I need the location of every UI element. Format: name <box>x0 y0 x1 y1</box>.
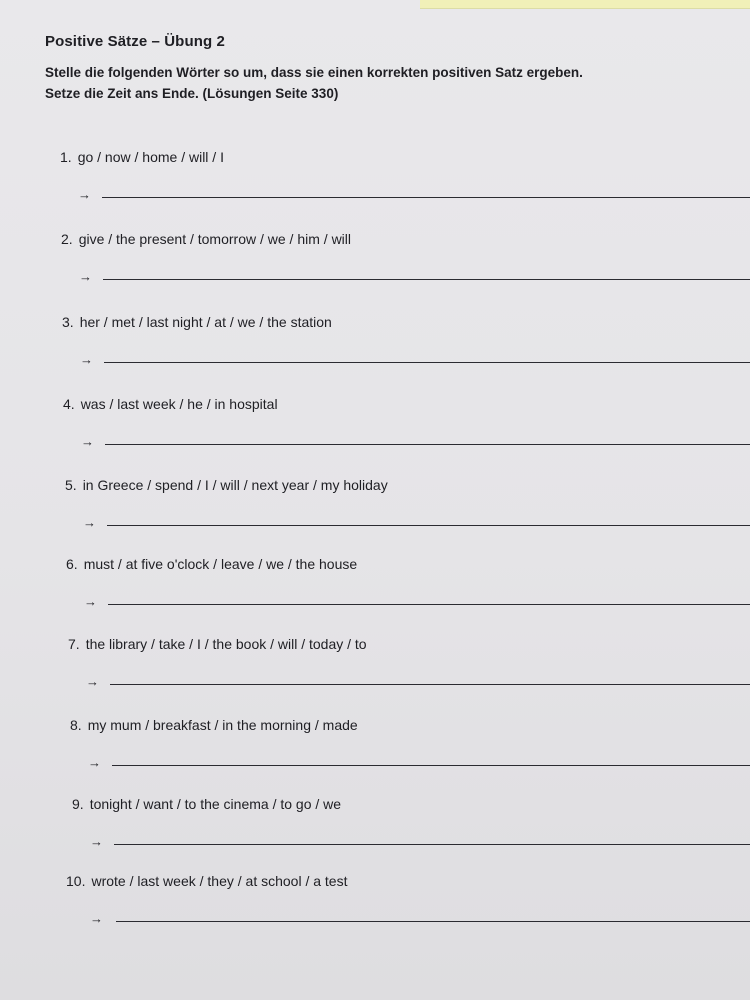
answer-line[interactable] <box>110 684 750 685</box>
exercise-words: give / the present / tomorrow / we / him / will <box>78 231 352 247</box>
arrow-icon: → <box>90 911 103 926</box>
exercise-number: 8. <box>70 717 82 733</box>
exercise-words: wrote / last week / they / at school / a test <box>91 873 348 889</box>
exercise-number: 4. <box>63 396 75 412</box>
exercise-words: go / now / home / will / I <box>77 149 224 165</box>
answer-line[interactable] <box>104 362 750 363</box>
exercise-item <box>65 477 750 537</box>
worksheet-title: Positive Sätze – Übung 2 <box>45 33 225 50</box>
sticky-note <box>420 0 750 9</box>
arrow-icon: → <box>78 187 91 202</box>
instructions <box>45 62 725 104</box>
answer-line[interactable] <box>102 197 750 198</box>
arrow-icon: → <box>83 515 96 530</box>
exercise-words: the library / take / I / the book / will / today / to <box>85 636 367 652</box>
answer-line[interactable] <box>114 844 750 845</box>
exercise-number: 3. <box>62 314 74 330</box>
arrow-icon: → <box>84 594 97 609</box>
exercise-item <box>66 873 750 933</box>
exercise-number: 10. <box>66 873 86 889</box>
exercise-words: was / last week / he / in hospital <box>80 396 278 412</box>
exercise-number: 7. <box>68 636 80 652</box>
exercise-number: 1. <box>60 149 72 165</box>
exercise-item <box>66 556 750 616</box>
exercise-item <box>61 231 750 291</box>
exercise-item <box>68 636 750 696</box>
exercise-words: tonight / want / to the cinema / to go / we <box>89 796 342 812</box>
exercise-item <box>62 314 750 374</box>
exercise-number: 9. <box>72 796 84 812</box>
answer-line[interactable] <box>108 604 750 605</box>
arrow-icon: → <box>79 269 92 284</box>
exercise-item <box>63 396 750 456</box>
exercise-words: my mum / breakfast / in the morning / made <box>87 717 358 733</box>
arrow-icon: → <box>88 755 101 770</box>
arrow-icon: → <box>81 434 94 449</box>
answer-line[interactable] <box>116 921 750 922</box>
answer-line[interactable] <box>105 444 750 445</box>
exercise-item <box>60 149 750 209</box>
answer-line[interactable] <box>103 279 750 280</box>
exercise-words: her / met / last night / at / we / the station <box>79 314 332 330</box>
exercise-words: must / at five o'clock / leave / we / the house <box>83 556 358 572</box>
answer-line[interactable] <box>107 525 750 526</box>
arrow-icon: → <box>80 352 93 367</box>
arrow-icon: → <box>86 674 99 689</box>
exercise-words: in Greece / spend / I / will / next year / my holiday <box>82 477 388 493</box>
exercise-number: 2. <box>61 231 73 247</box>
answer-line[interactable] <box>112 765 750 766</box>
exercise-item <box>70 717 750 777</box>
instruction-line-1: Stelle die folgenden Wörter so um, dass sie einen korrekten positiven Satz ergeben. <box>45 65 583 80</box>
arrow-icon: → <box>90 834 103 849</box>
exercise-number: 6. <box>66 556 78 572</box>
exercise-item <box>72 796 750 856</box>
exercise-number: 5. <box>65 477 77 493</box>
instruction-line-2: Setze die Zeit ans Ende. (Lösungen Seite 330) <box>45 86 339 101</box>
